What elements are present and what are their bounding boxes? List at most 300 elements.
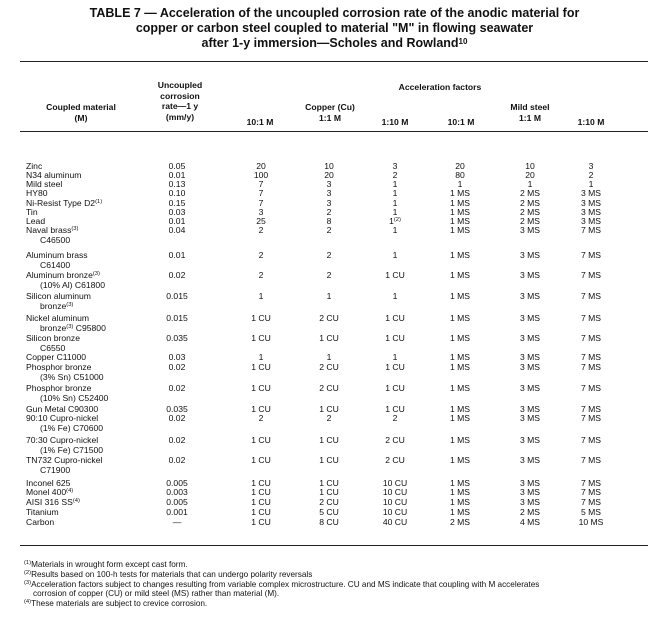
uncoupled-rate-cell: 0.03 bbox=[168, 207, 186, 217]
acceleration-factor-cell bbox=[520, 363, 540, 373]
acceleration-factor-cell bbox=[327, 414, 332, 424]
acceleration-factor-value: 7 MS bbox=[580, 497, 602, 507]
acceleration-factor-value: 7 MS bbox=[580, 291, 602, 301]
acceleration-factor-cell bbox=[319, 518, 339, 528]
acceleration-factor-value: 2 MS bbox=[519, 188, 541, 198]
acceleration-factor-value: 10 MS bbox=[578, 517, 604, 527]
value-footnote-mark: (2) bbox=[393, 217, 401, 223]
acceleration-factor-value: 1 CU bbox=[251, 313, 271, 323]
acceleration-factor-cell bbox=[520, 334, 540, 344]
material-name: Zinc bbox=[26, 161, 43, 171]
acceleration-factor-value: 10 CU bbox=[382, 507, 408, 517]
acceleration-factor-value: 7 MS bbox=[580, 333, 602, 343]
acceleration-factor-value: 3 MS bbox=[519, 333, 541, 343]
footnote-3-mark: (3) bbox=[24, 579, 32, 586]
uncoupled-rate-cell: 0.015 bbox=[166, 291, 188, 301]
material-name: 70:30 Cupro-nickel bbox=[26, 435, 99, 445]
acceleration-factor-value: 7 MS bbox=[580, 413, 602, 423]
acceleration-factor-cell bbox=[251, 456, 271, 466]
acceleration-factor-value: 2 bbox=[326, 413, 332, 423]
material-name: AISI 316 SS bbox=[26, 497, 73, 507]
header-ms-1-10: 1:10 M bbox=[577, 117, 605, 127]
acceleration-factor-cell bbox=[581, 414, 601, 424]
material-name-2: (3% Sn) C51000 bbox=[40, 371, 104, 382]
footnote-1 bbox=[24, 560, 644, 570]
acceleration-factor-value: 7 MS bbox=[580, 435, 602, 445]
acceleration-factor-cell bbox=[327, 271, 332, 281]
acceleration-factor-cell bbox=[319, 334, 339, 344]
uncoupled-rate-cell: 0.13 bbox=[168, 179, 186, 189]
material-name: Ni-Resist Type D2 bbox=[26, 198, 96, 208]
acceleration-factor-cell bbox=[251, 314, 271, 324]
acceleration-factor-cell bbox=[393, 414, 398, 424]
uncoupled-rate-cell: — bbox=[172, 517, 182, 527]
header-uncoupled-line-4: (mm/y) bbox=[165, 111, 195, 122]
acceleration-factor-value: 3 MS bbox=[519, 455, 541, 465]
acceleration-factor-value: 1 bbox=[392, 250, 398, 260]
acceleration-factor-value: 1 MS bbox=[449, 404, 471, 414]
acceleration-factor-value: 1 bbox=[326, 291, 332, 301]
acceleration-factor-value: 7 MS bbox=[580, 225, 602, 235]
material-cell bbox=[26, 271, 105, 290]
acceleration-factor-cell bbox=[520, 314, 540, 324]
acceleration-factor-cell bbox=[251, 384, 271, 394]
acceleration-factor-value: 10 CU bbox=[382, 497, 408, 507]
material-cell bbox=[26, 292, 91, 311]
acceleration-factor-value: 2 bbox=[326, 270, 332, 280]
acceleration-factor-value: 20 bbox=[525, 170, 535, 180]
footnote-4-text: These materials are subject to crevice corrosion. bbox=[31, 599, 208, 609]
material-name: TN732 Cupro-nickel bbox=[26, 455, 103, 465]
acceleration-factor-cell bbox=[450, 334, 470, 344]
acceleration-factor-value: 7 MS bbox=[580, 487, 602, 497]
acceleration-factor-cell bbox=[520, 456, 540, 466]
title-reference: 10 bbox=[458, 37, 468, 46]
uncoupled-rate-cell: 0.005 bbox=[166, 478, 188, 488]
acceleration-factor-value: 7 MS bbox=[580, 313, 602, 323]
acceleration-factor-cell bbox=[251, 363, 271, 373]
acceleration-factor-value: 2 CU bbox=[385, 435, 405, 445]
acceleration-factor-value: 1 CU bbox=[319, 487, 339, 497]
acceleration-factor-value: 5 MS bbox=[580, 507, 602, 517]
material-name-line-2 bbox=[26, 281, 105, 291]
header-copper: Copper (Cu) bbox=[305, 102, 355, 112]
material-name: Copper C11000 bbox=[26, 352, 87, 362]
acceleration-factor-value: 1 MS bbox=[449, 507, 471, 517]
material-name-2: C46500 bbox=[40, 234, 71, 245]
acceleration-factor-value: 2 bbox=[258, 225, 264, 235]
top-rule bbox=[20, 61, 648, 62]
acceleration-factor-value: 1 MS bbox=[449, 333, 471, 343]
acceleration-factor-value: 3 bbox=[326, 188, 332, 198]
footnote-2-mark: (2) bbox=[24, 569, 32, 576]
acceleration-factor-value: 3 MS bbox=[519, 487, 541, 497]
uncoupled-rate-cell: 0.015 bbox=[166, 313, 188, 323]
header-ms-1-1: 1:1 M bbox=[519, 113, 541, 123]
acceleration-factor-value: 3 MS bbox=[519, 250, 541, 260]
acceleration-factor-value: 2 CU bbox=[319, 313, 339, 323]
acceleration-factor-cell bbox=[259, 292, 264, 302]
uncoupled-rate-cell: 0.02 bbox=[168, 413, 186, 423]
material-cell bbox=[26, 414, 103, 433]
acceleration-factor-cell bbox=[520, 384, 540, 394]
material-name-2: C61400 bbox=[40, 259, 71, 270]
material-name: Silicon aluminum bbox=[26, 291, 91, 301]
acceleration-factor-cell bbox=[581, 314, 601, 324]
material-name: Tin bbox=[26, 207, 38, 217]
material-name: Monel 400 bbox=[26, 487, 67, 497]
acceleration-factor-value: 3 MS bbox=[519, 435, 541, 445]
material-name-line-2 bbox=[26, 446, 103, 456]
acceleration-factor-cell bbox=[385, 456, 405, 466]
uncoupled-rate-cell: 0.001 bbox=[166, 507, 188, 517]
acceleration-factor-value: 1 MS bbox=[449, 362, 471, 372]
acceleration-factor-value: 1 CU bbox=[385, 333, 405, 343]
acceleration-factor-value: 1 CU bbox=[251, 383, 271, 393]
acceleration-factor-value: 2 CU bbox=[319, 497, 339, 507]
acceleration-factor-value: 2 bbox=[258, 250, 264, 260]
material-cell bbox=[26, 363, 104, 382]
acceleration-factor-value: 1 MS bbox=[449, 413, 471, 423]
acceleration-factor-cell bbox=[393, 226, 398, 236]
acceleration-factor-value: 1 CU bbox=[251, 362, 271, 372]
acceleration-factor-cell bbox=[581, 251, 601, 261]
material-cell bbox=[26, 334, 80, 353]
acceleration-factor-value: 1 CU bbox=[385, 383, 405, 393]
acceleration-factor-value: 1 MS bbox=[449, 225, 471, 235]
uncoupled-rate-cell: 0.01 bbox=[168, 216, 186, 226]
acceleration-factor-value: 2 MS bbox=[449, 517, 471, 527]
acceleration-factor-value: 1 MS bbox=[449, 188, 471, 198]
material-name-2: (10% Al) C61800 bbox=[40, 279, 105, 290]
acceleration-factor-value: 3 MS bbox=[519, 478, 541, 488]
acceleration-factor-cell bbox=[581, 292, 601, 302]
acceleration-factor-value: 3 MS bbox=[580, 216, 602, 226]
acceleration-factor-value: 1 CU bbox=[385, 404, 405, 414]
title-line-2: copper or carbon steel coupled to material "M" in flowing seawater bbox=[135, 21, 534, 35]
material-cell bbox=[26, 384, 108, 403]
bottom-rule bbox=[20, 545, 648, 546]
acceleration-factor-value: 1 MS bbox=[449, 313, 471, 323]
acceleration-factor-value: 1 CU bbox=[251, 333, 271, 343]
acceleration-factor-cell bbox=[581, 334, 601, 344]
footnote-4-mark: (4) bbox=[24, 599, 32, 606]
acceleration-factor-cell bbox=[393, 251, 398, 261]
acceleration-factor-value: 1 bbox=[389, 216, 394, 226]
acceleration-factor-cell bbox=[385, 271, 405, 281]
acceleration-factor-value: 20 bbox=[256, 161, 266, 171]
acceleration-factor-cell bbox=[520, 518, 540, 528]
acceleration-factor-value: 1 MS bbox=[449, 198, 471, 208]
acceleration-factor-cell bbox=[450, 226, 470, 236]
acceleration-factor-value: 2 bbox=[588, 170, 594, 180]
material-footnote-mark: (4) bbox=[72, 498, 80, 504]
acceleration-factor-value: 1 CU bbox=[319, 333, 339, 343]
acceleration-factor-value: 1 CU bbox=[251, 404, 271, 414]
header-uncoupled-line-3: rate—1 y bbox=[161, 101, 199, 111]
acceleration-factor-value: 40 CU bbox=[382, 517, 408, 527]
acceleration-factor-value: 1 MS bbox=[449, 383, 471, 393]
material-name: N34 aluminum bbox=[26, 170, 82, 180]
uncoupled-rate-cell: 0.04 bbox=[168, 225, 186, 235]
material-name: Naval brass bbox=[26, 225, 72, 235]
title-line-1: TABLE 7 — Acceleration of the uncoupled corrosion rate of the anodic material for bbox=[89, 6, 580, 20]
footnote-3-text: Acceleration factors subject to changes resulting from variable complex microstructure. CU and MS indicate that coupling with M accelerates bbox=[31, 579, 540, 589]
acceleration-factor-cell bbox=[581, 226, 601, 236]
acceleration-factor-value: 5 CU bbox=[319, 507, 339, 517]
acceleration-factor-value: 7 MS bbox=[580, 362, 602, 372]
acceleration-factor-value: 7 MS bbox=[580, 478, 602, 488]
material-name-line-2 bbox=[26, 394, 108, 404]
material-cell bbox=[26, 226, 78, 245]
acceleration-factor-cell bbox=[319, 314, 339, 324]
acceleration-factor-value: 1 MS bbox=[449, 216, 471, 226]
footnote-1-mark: (1) bbox=[24, 560, 32, 566]
acceleration-factor-value: 1 CU bbox=[385, 270, 405, 280]
acceleration-factor-value: 20 bbox=[324, 170, 334, 180]
footnotes bbox=[24, 560, 644, 609]
acceleration-factor-cell bbox=[450, 436, 470, 446]
acceleration-factor-value: 2 bbox=[326, 207, 332, 217]
uncoupled-rate-cell: 0.003 bbox=[166, 487, 188, 497]
acceleration-factor-cell bbox=[327, 292, 332, 302]
acceleration-factor-cell bbox=[450, 414, 470, 424]
acceleration-factor-cell bbox=[251, 334, 271, 344]
header-uncoupled-line-2: corrosion bbox=[160, 90, 200, 101]
material-name: Carbon bbox=[26, 517, 55, 527]
material-cell bbox=[26, 251, 88, 270]
material-name: Lead bbox=[26, 216, 46, 226]
acceleration-factor-cell bbox=[520, 251, 540, 261]
acceleration-factor-value: 2 MS bbox=[519, 507, 541, 517]
acceleration-factor-cell bbox=[327, 251, 332, 261]
acceleration-factor-value: 3 bbox=[588, 161, 594, 171]
acceleration-factor-value: 2 bbox=[392, 413, 398, 423]
acceleration-factor-value: 8 CU bbox=[319, 517, 339, 527]
uncoupled-rate-cell: 0.02 bbox=[168, 383, 186, 393]
acceleration-factor-value: 3 MS bbox=[580, 198, 602, 208]
acceleration-factor-value: 80 bbox=[455, 170, 465, 180]
acceleration-factor-value: 1 MS bbox=[449, 478, 471, 488]
acceleration-factor-cell bbox=[520, 414, 540, 424]
acceleration-factor-value: 25 bbox=[256, 216, 266, 226]
material-name-2: C71900 bbox=[40, 464, 71, 475]
acceleration-factor-value: 3 MS bbox=[519, 270, 541, 280]
acceleration-factor-value: 2 MS bbox=[519, 198, 541, 208]
acceleration-factor-value: 1 MS bbox=[449, 352, 471, 362]
acceleration-factor-value: 3 MS bbox=[519, 291, 541, 301]
acceleration-factor-cell bbox=[251, 436, 271, 446]
acceleration-factor-value: 1 bbox=[392, 179, 398, 189]
acceleration-factor-value: 2 bbox=[326, 250, 332, 260]
acceleration-factor-cell bbox=[450, 518, 470, 528]
uncoupled-rate-cell: 0.02 bbox=[168, 435, 186, 445]
material-name-2: bronze bbox=[40, 322, 67, 333]
acceleration-factor-value: 2 bbox=[258, 413, 264, 423]
acceleration-factor-value: 10 CU bbox=[382, 487, 408, 497]
header-coupled-line-1: Coupled material bbox=[46, 102, 116, 112]
acceleration-factor-cell bbox=[450, 314, 470, 324]
acceleration-factor-value: 1 bbox=[392, 225, 398, 235]
acceleration-factor-cell bbox=[450, 456, 470, 466]
acceleration-factor-value: 1 MS bbox=[449, 291, 471, 301]
header-mild-steel: Mild steel bbox=[510, 102, 550, 112]
acceleration-factor-value: 1 MS bbox=[449, 270, 471, 280]
acceleration-factor-value: 1 bbox=[392, 352, 398, 362]
material-name: Titanium bbox=[26, 507, 59, 517]
material-name-2: (10% Sn) C52400 bbox=[40, 392, 109, 403]
acceleration-factor-value: 100 bbox=[253, 170, 269, 180]
acceleration-factor-value: 1 bbox=[258, 291, 264, 301]
acceleration-factor-value: 3 MS bbox=[580, 207, 602, 217]
acceleration-factor-value: 2 bbox=[326, 225, 332, 235]
material-name-2: (1% Fe) C71500 bbox=[40, 444, 104, 455]
material-cell bbox=[26, 456, 102, 475]
acceleration-factor-cell bbox=[385, 334, 405, 344]
acceleration-factor-cell bbox=[385, 384, 405, 394]
header-acceleration-factors: Acceleration factors bbox=[398, 82, 482, 92]
acceleration-factor-value: 1 MS bbox=[449, 250, 471, 260]
material-name: Phosphor bronze bbox=[26, 362, 92, 372]
acceleration-factor-value: 1 CU bbox=[319, 404, 339, 414]
uncoupled-rate-cell: 0.02 bbox=[168, 270, 186, 280]
acceleration-factor-value: 2 CU bbox=[319, 362, 339, 372]
acceleration-factor-cell bbox=[385, 314, 405, 324]
acceleration-factor-cell bbox=[251, 518, 271, 528]
acceleration-factor-value: 2 MS bbox=[519, 216, 541, 226]
acceleration-factor-value: 1 CU bbox=[251, 455, 271, 465]
acceleration-factor-cell bbox=[327, 226, 332, 236]
header-coupled-material bbox=[26, 102, 136, 123]
uncoupled-rate-cell: 0.02 bbox=[168, 455, 186, 465]
header-cu-1-10: 1:10 M bbox=[381, 117, 409, 127]
material-name-line-2 bbox=[26, 373, 104, 383]
acceleration-factor-value: 3 MS bbox=[580, 188, 602, 198]
uncoupled-rate-cell: 0.035 bbox=[166, 404, 188, 414]
acceleration-factor-value: 1 bbox=[392, 198, 398, 208]
acceleration-factor-cell bbox=[385, 436, 405, 446]
acceleration-factor-value: 3 MS bbox=[519, 383, 541, 393]
uncoupled-rate-cell: 0.10 bbox=[168, 188, 186, 198]
material-name: HY80 bbox=[26, 188, 48, 198]
material-footnote-mark: (4) bbox=[66, 488, 74, 494]
acceleration-factor-value: 2 bbox=[392, 170, 398, 180]
acceleration-factor-value: 1 bbox=[457, 179, 463, 189]
material-name-line-2 bbox=[26, 261, 88, 271]
acceleration-factor-cell bbox=[579, 518, 604, 528]
material-cell bbox=[26, 436, 103, 455]
acceleration-factor-value: 3 bbox=[258, 207, 264, 217]
header-rule bbox=[20, 131, 648, 132]
acceleration-factor-value: 1 CU bbox=[251, 507, 271, 517]
material-footnote-mark: (1) bbox=[95, 199, 103, 205]
uncoupled-rate-cell: 0.035 bbox=[166, 333, 188, 343]
footnote-2-text: Results based on 100-h tests for materials that can undergo polarity reversals bbox=[31, 569, 313, 579]
material-name-line-2 bbox=[26, 236, 78, 246]
material-name: Aluminum brass bbox=[26, 250, 88, 260]
acceleration-factor-cell bbox=[383, 518, 407, 528]
acceleration-factor-value: 2 MS bbox=[519, 207, 541, 217]
material-name-line-2 bbox=[26, 466, 102, 476]
acceleration-factor-cell bbox=[581, 363, 601, 373]
acceleration-factor-value: 1 CU bbox=[251, 497, 271, 507]
acceleration-factor-cell bbox=[319, 384, 339, 394]
acceleration-factor-value: 7 MS bbox=[580, 383, 602, 393]
material-cell bbox=[26, 314, 106, 333]
acceleration-factor-value: 3 bbox=[326, 179, 332, 189]
material-cell bbox=[26, 518, 54, 528]
acceleration-factor-cell bbox=[385, 363, 405, 373]
material-name: Gun Metal C90300 bbox=[26, 404, 99, 414]
header-cu-1-1: 1:1 M bbox=[319, 113, 341, 123]
acceleration-factor-value: 7 MS bbox=[580, 352, 602, 362]
acceleration-factor-value: 7 bbox=[258, 198, 264, 208]
material-name-line-2 bbox=[26, 424, 103, 434]
acceleration-factor-value: 1 bbox=[326, 352, 332, 362]
acceleration-factor-value: 1 CU bbox=[385, 362, 405, 372]
material-name-2: bronze bbox=[40, 300, 67, 311]
material-name: Nickel aluminum bbox=[26, 313, 90, 323]
acceleration-factor-cell bbox=[450, 251, 470, 261]
acceleration-factor-cell bbox=[450, 384, 470, 394]
acceleration-factor-value: 7 bbox=[258, 179, 264, 189]
acceleration-factor-cell bbox=[581, 456, 601, 466]
acceleration-factor-cell bbox=[520, 226, 540, 236]
material-name-2b: C95800 bbox=[73, 322, 106, 333]
acceleration-factor-cell bbox=[259, 271, 264, 281]
acceleration-factor-cell bbox=[520, 436, 540, 446]
acceleration-factor-value: 10 bbox=[324, 161, 334, 171]
acceleration-factor-cell bbox=[581, 384, 601, 394]
acceleration-factor-value: 1 CU bbox=[319, 478, 339, 488]
acceleration-factor-value: 3 MS bbox=[519, 497, 541, 507]
acceleration-factor-value: 1 MS bbox=[449, 487, 471, 497]
acceleration-factor-value: 7 bbox=[258, 188, 264, 198]
acceleration-factor-cell bbox=[319, 436, 339, 446]
material-name: Aluminum bronze bbox=[26, 270, 93, 280]
material-name: 90:10 Cupro-nickel bbox=[26, 413, 99, 423]
acceleration-factor-value: 7 MS bbox=[580, 404, 602, 414]
acceleration-factor-cell bbox=[520, 292, 540, 302]
header-uncoupled-line-1: Uncoupled bbox=[157, 80, 203, 90]
acceleration-factor-cell bbox=[450, 292, 470, 302]
acceleration-factor-value: 8 bbox=[326, 216, 332, 226]
acceleration-factor-value: 1 bbox=[392, 188, 398, 198]
uncoupled-rate-cell: 0.02 bbox=[168, 362, 186, 372]
acceleration-factor-value: 3 bbox=[326, 198, 332, 208]
material-footnote-mark: (3) bbox=[66, 301, 74, 308]
acceleration-factor-value: 1 CU bbox=[319, 455, 339, 465]
acceleration-factor-value: 1 CU bbox=[385, 313, 405, 323]
acceleration-factor-value: 3 MS bbox=[519, 352, 541, 362]
material-name: Phosphor bronze bbox=[26, 383, 92, 393]
footnote-4 bbox=[24, 599, 644, 609]
acceleration-factor-value: 1 bbox=[392, 291, 398, 301]
acceleration-factor-value: 10 CU bbox=[382, 478, 408, 488]
uncoupled-rate-cell: 0.15 bbox=[168, 198, 186, 208]
acceleration-factor-value: 20 bbox=[455, 161, 465, 171]
acceleration-factor-value: 7 MS bbox=[580, 455, 602, 465]
material-name: Silicon bronze bbox=[26, 333, 80, 343]
header-cu-10-1: 10:1 M bbox=[246, 117, 274, 127]
uncoupled-rate-cell: 0.03 bbox=[168, 352, 186, 362]
uncoupled-rate-cell: 0.05 bbox=[168, 161, 186, 171]
acceleration-factor-cell bbox=[450, 363, 470, 373]
uncoupled-rate-cell: 0.01 bbox=[168, 170, 186, 180]
acceleration-factor-cell bbox=[259, 226, 264, 236]
acceleration-factor-value: 1 CU bbox=[251, 517, 271, 527]
acceleration-factor-value: 1 CU bbox=[251, 478, 271, 488]
